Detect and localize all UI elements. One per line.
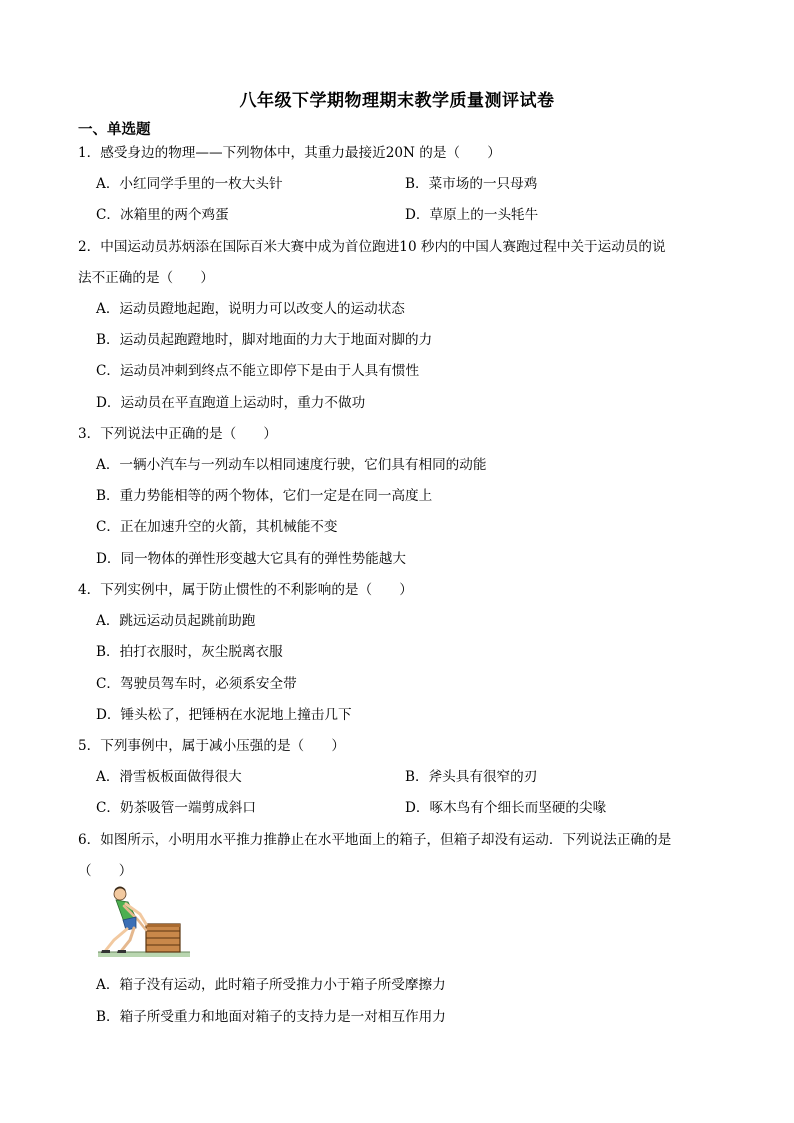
- question-5-option-b: B．斧头具有很窄的刃: [405, 769, 538, 785]
- question-5-option-d: D．啄木鸟有个细长而坚硬的尖喙: [405, 800, 607, 816]
- question-6-option-b: B．箱子所受重力和地面对箱子的支持力是一对相互作用力: [96, 1009, 446, 1025]
- exam-title: 八年级下学期物理期末教学质量测评试卷: [239, 91, 555, 111]
- question-1-stem: 1．感受身边的物理——下列物体中，其重力最接近20N 的是（ ）: [78, 145, 501, 161]
- question-1-option-a: A．小红同学手里的一枚大头针: [96, 176, 283, 192]
- question-4-option-c: C．驾驶员驾车时，必须系安全带: [96, 676, 297, 692]
- wooden-box: [146, 924, 180, 952]
- question-3-option-c: C．正在加速升空的火箭，其机械能不变: [96, 519, 338, 535]
- question-4-option-d: D．锤头松了，把锤柄在水泥地上撞击几下: [96, 707, 352, 723]
- question-3-option-a: A．一辆小汽车与一列动车以相同速度行驶，它们具有相同的动能: [96, 457, 487, 473]
- question-5-option-a: A．滑雪板板面做得很大: [96, 769, 242, 785]
- question-4-option-b: B．拍打衣服时，灰尘脱离衣服: [96, 644, 283, 660]
- question-6-stem-line1: 6．如图所示，小明用水平推力推静止在水平地面上的箱子，但箱子却没有运动．下列说法正确的是: [78, 832, 672, 848]
- question-2-option-b: B．运动员起跑蹬地时，脚对地面的力大于地面对脚的力: [96, 332, 433, 348]
- question-3-option-d: D．同一物体的弹性形变越大它具有的弹性势能越大: [96, 551, 406, 567]
- section-heading: 一、单选题: [78, 121, 151, 138]
- question-3-stem: 3．下列说法中正确的是（ ）: [78, 426, 277, 442]
- question-2-option-c: C．运动员冲刺到终点不能立即停下是由于人具有惯性: [96, 363, 420, 379]
- question-4-option-a: A．跳远运动员起跳前助跑: [96, 613, 256, 629]
- boy-figure: [101, 887, 146, 954]
- question-6-stem-line2: （ ）: [78, 863, 133, 879]
- question-1-option-c: C．冰箱里的两个鸡蛋: [96, 207, 229, 223]
- question-3-option-b: B．重力势能相等的两个物体，它们一定是在同一高度上: [96, 488, 433, 504]
- question-2-stem-line1: 2．中国运动员苏炳添在国际百米大赛中成为首位跑进10 秒内的中国人赛跑过程中关于运动员的说: [78, 239, 666, 255]
- ground-strip: [98, 952, 190, 957]
- question-2-option-d: D．运动员在平直跑道上运动时，重力不做功: [96, 395, 366, 411]
- question-5-stem: 5．下列事例中，属于减小压强的是（ ）: [78, 738, 345, 754]
- question-1-option-b: B．菜市场的一只母鸡: [405, 176, 538, 192]
- question-1-option-d: D．草原上的一头牦牛: [405, 207, 539, 223]
- question-2-stem-line2: 法不正确的是（ ）: [78, 270, 214, 286]
- question-4-stem: 4．下列实例中，属于防止惯性的不利影响的是（ ）: [78, 582, 413, 598]
- question-5-option-c: C．奶茶吸管一端剪成斜口: [96, 800, 256, 816]
- question-2-option-a: A．运动员蹬地起跑，说明力可以改变人的运动状态: [96, 301, 405, 317]
- question-6-option-a: A．箱子没有运动，此时箱子所受推力小于箱子所受摩擦力: [96, 977, 446, 993]
- boy-pushing-box-figure: [96, 880, 192, 964]
